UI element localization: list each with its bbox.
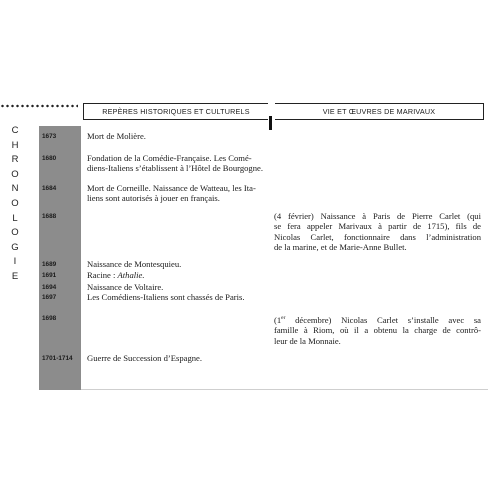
year-1701-1714: 1701-1714: [42, 355, 73, 362]
year-1673: 1673: [42, 133, 57, 140]
header-marivaux-life-works: VIE ET ŒUVRES DE MARIVAUX: [275, 103, 484, 120]
year-1689: 1689: [42, 261, 57, 268]
event-1697: Les Comédiens-Italiens sont chassés de Paris.: [87, 292, 245, 302]
event-1684: Mort de Corneille. Naissance de Watteau, les Ita- liens sont autorisés à jouer en français.: [87, 183, 256, 204]
side-letter: O: [11, 197, 19, 209]
event-1694: Naissance de Voltaire.: [87, 282, 164, 292]
side-letter: I: [13, 256, 17, 268]
event-1689: Naissance de Montesquieu.: [87, 259, 182, 269]
chronologie-vertical-label: [0, 124, 30, 285]
year-1698: 1698: [42, 315, 57, 322]
side-letter: C: [11, 125, 19, 136]
year-1680: 1680: [42, 155, 57, 162]
side-letter: G: [11, 241, 19, 253]
year-1697: 1697: [42, 294, 57, 301]
side-letter: O: [11, 227, 19, 239]
event-1701-1714: Guerre de Succession d’Espagne.: [87, 353, 203, 363]
side-letter: L: [12, 212, 18, 224]
year-1688: 1688: [42, 213, 57, 220]
athalie-title: Athalie.: [117, 270, 145, 280]
year-1694: 1694: [42, 284, 57, 291]
event-1691: Racine : Athalie.: [87, 270, 145, 280]
side-letter: N: [11, 183, 19, 195]
column-divider-marker: [269, 116, 272, 130]
year-column-background: [39, 126, 81, 390]
dotted-rule: [0, 104, 78, 108]
side-letter: E: [11, 270, 19, 282]
marivaux-1688: (4 février) Naissance à Paris de Pierre Carlet (qui se fera appeler Marivaux à partir de 1715), fils de Nicolas Carlet, fonctionnaire dans l’administration de la marine, et de Marie-Anne Bullet.: [274, 211, 481, 253]
bottom-rule: [81, 389, 488, 390]
event-1680: Fondation de la Comédie-Française. Les Comé- diens-Italiens s’établissent à l’Hôtel de Bourgogne.: [87, 153, 263, 174]
side-letter: O: [11, 168, 19, 180]
side-letter: H: [11, 139, 19, 151]
year-1684: 1684: [42, 185, 57, 192]
marivaux-1698: (1er décembre) Nicolas Carlet s’installe avec sa famille à Riom, où il a obtenu la charge de contrô- leur de la Monnaie.: [274, 314, 481, 346]
event-1673: Mort de Molière.: [87, 131, 146, 141]
year-1691: 1691: [42, 272, 57, 279]
header-historical-cultural: REPÈRES HISTORIQUES ET CULTURELS: [83, 103, 268, 120]
side-letter: R: [11, 154, 19, 166]
